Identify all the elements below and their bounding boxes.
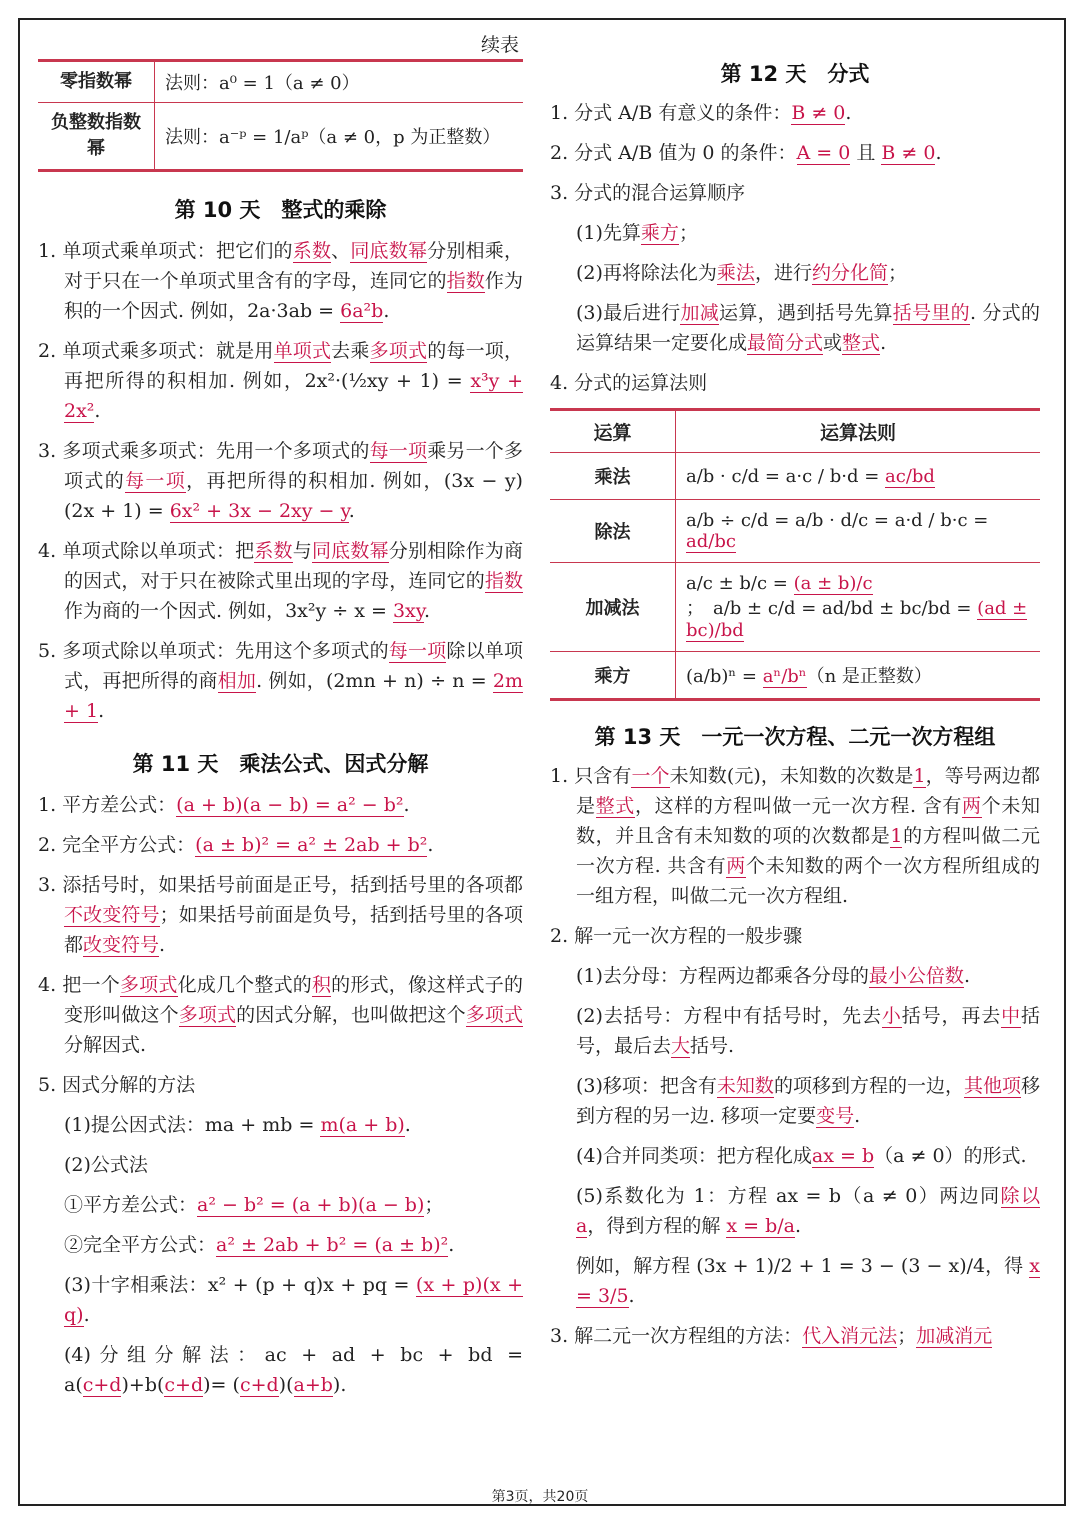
body-text: ，这样的方程叫做一元一次方程. 含有 [634, 795, 963, 817]
answer-text: c+d [82, 1374, 122, 1397]
body-text: 3. 添括号时，如果括号前面是正号，括到括号里的各项都 [38, 874, 523, 897]
body-text: 1. 单项式乘单项式：把它们的 [38, 240, 293, 263]
answer-text: 系数 [292, 240, 332, 263]
rule-cell [676, 500, 1041, 563]
body-text: 或 [823, 332, 843, 354]
body-text: . [423, 600, 431, 623]
day11-sub-2b [38, 1230, 523, 1260]
answer-text: 小 [881, 1005, 902, 1027]
answer-text: x = b/a [726, 1215, 795, 1237]
answer-text: x = 3/5 [576, 1255, 1040, 1307]
day10-item-1 [38, 236, 523, 326]
body-text: . [98, 700, 105, 723]
day10-item-5 [38, 636, 523, 726]
answer-text: a+b [293, 1374, 333, 1397]
table-header-row [550, 410, 1040, 453]
body-text: (2)去括号：方程中有括号时，先去 [576, 1005, 882, 1027]
body-text: 的项移到方程的一边， [773, 1075, 964, 1097]
day13-sub-4 [550, 1141, 1040, 1171]
left-column [38, 30, 523, 1410]
body-text: 除以单项式，再把所得的商 [64, 640, 523, 693]
answer-text: 多项式 [465, 1004, 523, 1027]
body-text: 4. 把一个 [38, 974, 120, 997]
op-cell: 除法 [550, 500, 676, 563]
body-text: )= ( [203, 1374, 240, 1397]
answer-text: 一个 [631, 765, 670, 787]
answer-text: B ≠ 0 [791, 102, 846, 124]
body-text: (4)分组分解法：ac + ad + bc + bd = a( [64, 1344, 523, 1397]
answer-text: 多项式 [369, 340, 428, 363]
body-text: (2)再将除法化为 [576, 262, 717, 284]
answer-text: 整式 [595, 795, 635, 817]
rule-answer: ad/bc [686, 531, 736, 552]
answer-text: (x + p)(x + q) [64, 1274, 523, 1327]
day11-item-5: 5. 因式分解的方法 [38, 1074, 196, 1097]
answer-text: 代入消元法 [802, 1325, 898, 1347]
answer-text: 中 [1001, 1005, 1021, 1027]
answer-text: 系数 [254, 540, 293, 563]
body-text: 作为积的一个因式. 例如，2a·3ab = [64, 270, 523, 323]
answer-text: 最小公倍数 [868, 965, 964, 987]
day13-title: 第 13 天 一元一次方程、二元一次方程组 [594, 725, 996, 749]
rule-answer: (a ± b)/c [793, 573, 873, 594]
answer-text: 每一项 [369, 440, 428, 463]
answer-text: 变号 [816, 1105, 855, 1127]
answer-text: 加减 [680, 302, 720, 324]
day12-sub-2 [550, 258, 1040, 288]
rule-text: a/c ± b/c = [686, 573, 794, 594]
body-text: . 分式的运算结果一定要化成 [576, 302, 1040, 354]
body-text: 的每一项，再把所得的积相加. 例如，2x²·(½xy + 1) = [64, 340, 523, 393]
answer-text: 单项式 [273, 340, 332, 363]
day10-item-3 [38, 436, 523, 526]
day10-item-4 [38, 536, 523, 626]
day10-title: 第 10 天 整式的乘除 [174, 198, 387, 223]
body-text: 的方程叫做二元一次方程. 共含有 [576, 825, 1040, 877]
col-header-op: 运算 [550, 410, 676, 453]
day12-sub-1 [550, 218, 1040, 248]
answer-text: 两 [726, 855, 746, 877]
answer-text: 同底数幂 [350, 240, 428, 263]
answer-text: 1 [913, 765, 926, 787]
body-text: . [404, 1114, 411, 1137]
table-head-cell: 负整数指数幂 [38, 103, 155, 171]
rule-answer: aⁿ/bⁿ [762, 666, 807, 687]
answer-text: 不改变符号 [64, 904, 160, 927]
answer-text: 括号里的 [892, 302, 970, 324]
body-text: ； [424, 1194, 444, 1217]
body-text: ②完全平方公式： [64, 1234, 217, 1257]
body-text: 乘另一个多项式的 [64, 440, 523, 493]
right-column [550, 58, 1040, 1361]
day11-item-3 [38, 870, 523, 960]
rule-cell [676, 652, 1041, 700]
page-footer: 第3页，共20页 [491, 1489, 589, 1505]
body-text: . [94, 400, 101, 423]
answer-text: 1 [890, 825, 903, 847]
answer-text: 6x² + 3x − 2xy − y [169, 500, 349, 523]
answer-text: 加减消元 [916, 1325, 993, 1347]
body-text: 5. 多项式除以单项式：先用这个多项式的 [38, 640, 389, 663]
day13-sub-5 [550, 1181, 1040, 1241]
day13-sub-3 [550, 1071, 1040, 1131]
answer-text: 约分化简 [811, 262, 888, 284]
day11-sub-1 [38, 1110, 523, 1140]
answer-text: 每一项 [388, 640, 447, 663]
answer-text: 乘方 [640, 222, 679, 244]
table-row [550, 652, 1040, 700]
body-text: 1. 平方差公式： [38, 794, 177, 817]
continued-label: 续表 [480, 34, 519, 56]
rule-text: (a/b)ⁿ = [686, 666, 763, 687]
answer-text: a² ± 2ab + b² = (a ± b)² [216, 1234, 449, 1257]
rule-text-2: ； a/b ± c/d = ad/bd ± bc/bd = [686, 598, 978, 619]
answer-text: ax = b [811, 1145, 875, 1167]
body-text: . [159, 934, 166, 957]
day13-sub-1 [550, 961, 1040, 991]
answer-text: m(a + b) [320, 1114, 405, 1137]
body-text: 的因式分解，也叫做把这个 [236, 1004, 466, 1027]
day12-title: 第 12 天 分式 [720, 62, 870, 86]
body-text: 的形式，像这样式子的变形叫做这个 [64, 974, 523, 1027]
table-head-cell: 零指数幂 [38, 62, 155, 103]
body-text: 括号，再去 [901, 1005, 1002, 1027]
day11-sub-2a [38, 1190, 523, 1220]
body-text: ①平方差公式： [64, 1194, 198, 1217]
body-text: 未知数(元)，未知数的次数是 [669, 765, 914, 787]
day13-example [550, 1251, 1040, 1311]
fraction-rule-table [550, 408, 1040, 701]
answer-text: 6a²b [340, 300, 384, 323]
body-text: 2. 分式 A/B 值为 0 的条件： [550, 142, 797, 164]
answer-text: a² − b² = (a + b)(a − b) [197, 1194, 425, 1217]
answer-text: 多项式 [178, 1004, 237, 1027]
body-text: . [427, 834, 434, 857]
body-text: 3. 多项式乘多项式：先用一个多项式的 [38, 440, 370, 463]
day11-sub-3 [38, 1270, 523, 1330]
col-header-rule: 运算法则 [676, 410, 1041, 453]
day13-item-3 [550, 1321, 1040, 1351]
answer-text: 2m + 1 [64, 670, 523, 723]
rule-cell [676, 453, 1041, 500]
body-text: ，进行 [754, 262, 812, 284]
body-text: . [794, 1215, 802, 1237]
day12-sub-3 [550, 298, 1040, 358]
op-cell: 乘法 [550, 453, 676, 500]
body-text: . [963, 965, 970, 987]
body-text: ； [897, 1325, 917, 1347]
rule-text: a/b ÷ c/d = a/b · d/c = a·d / b·c = [686, 510, 989, 531]
body-text: （a ≠ 0）的形式. [874, 1145, 1027, 1167]
body-text: 化成几个整式的 [177, 974, 312, 997]
body-text: ； [887, 262, 907, 284]
body-text: . [383, 300, 390, 323]
rule-text-2: （n 是正整数） [806, 666, 932, 687]
body-text: . [935, 142, 942, 164]
answer-text: 乘法 [716, 262, 755, 284]
body-text: 2. 单项式乘多项式：就是用 [38, 340, 274, 363]
table-rule-cell: 法则：a⁰ = 1（a ≠ 0） [155, 62, 524, 103]
day11-item-2 [38, 830, 523, 860]
body-text: 分解因式. [64, 1034, 147, 1057]
body-text: . [845, 102, 852, 124]
body-text: (1)提公因式法：ma + mb = [64, 1114, 321, 1137]
body-text: (1)先算 [576, 222, 641, 244]
body-text: )( [278, 1374, 294, 1397]
answer-text: 整式 [842, 332, 881, 354]
body-text: )+b( [121, 1374, 165, 1397]
body-text: 1. 分式 A/B 有意义的条件： [550, 102, 792, 124]
answer-text: 最简分式 [747, 332, 824, 354]
body-text: 例如，解方程 (3x + 1)/2 + 1 = 3 − (3 − x)/4，得 [576, 1255, 1030, 1277]
table-row [550, 563, 1040, 652]
answer-text: (a + b)(a − b) = a² − b² [176, 794, 404, 817]
day12-item-2 [550, 138, 1040, 168]
body-text: ，等号两边都是 [576, 765, 1040, 817]
answer-text: 积 [311, 974, 332, 997]
day11-item-4 [38, 970, 523, 1060]
body-text: . [628, 1285, 635, 1307]
rule-answer-2: (ad ± bc)/bd [686, 598, 1028, 641]
table-rule-cell: 法则：a⁻ᵖ = 1/aᵖ（a ≠ 0，p 为正整数） [155, 103, 524, 171]
rule-text: a/b · c/d = a·c / b·d = [686, 465, 886, 487]
body-text: ). [332, 1374, 347, 1397]
table-row [38, 62, 523, 103]
table-row [550, 453, 1040, 500]
body-text: 2. 完全平方公式： [38, 834, 196, 857]
day11-sub-2: (2)公式法 [64, 1154, 148, 1177]
body-text: 个未知数，并且含有未知数的项的次数都是 [576, 795, 1040, 847]
answer-text: 同底数幂 [311, 540, 389, 563]
body-text: 与 [292, 540, 312, 563]
op-cell: 乘方 [550, 652, 676, 700]
rule-cell [676, 563, 1041, 652]
answer-text: 多项式 [119, 974, 178, 997]
body-text: . [880, 332, 887, 354]
body-text: 分别相乘，对于只在一个单项式里含有的字母，连同它的 [64, 240, 523, 293]
body-text: (3)最后进行 [576, 302, 681, 324]
body-text: . 例如，(2mn + n) ÷ n = [256, 670, 493, 693]
exponent-table [38, 62, 523, 172]
body-text: (3)移项：把含有 [576, 1075, 717, 1097]
body-text: ，再把所得的积相加. 例如，(3x − y)(2x + 1) = [64, 470, 523, 523]
day12-item-4: 4. 分式的运算法则 [550, 372, 708, 394]
body-text: . [348, 500, 355, 523]
table-row [38, 103, 523, 171]
body-text: 1. 只含有 [550, 765, 632, 787]
day13-sub-2 [550, 1001, 1040, 1061]
body-text: . [83, 1304, 90, 1327]
day11-title: 第 11 天 乘法公式、因式分解 [132, 752, 429, 777]
body-text: 运算，遇到括号先算 [719, 302, 893, 324]
body-text: . [448, 1234, 455, 1257]
body-text: 括号，最后去 [576, 1005, 1040, 1057]
answer-text: 每一项 [125, 470, 187, 493]
body-text: ；如果括号前面是负号，括到括号里的各项都 [64, 904, 523, 957]
rule-answer: ac/bd [885, 465, 935, 487]
answer-text: B ≠ 0 [881, 142, 936, 164]
op-cell: 加减法 [550, 563, 676, 652]
day12-item-1 [550, 98, 1040, 128]
day11-item-1 [38, 790, 523, 820]
answer-text: c+d [239, 1374, 279, 1397]
body-text: (5)系数化为 1：方程 ax = b（a ≠ 0）两边同 [576, 1185, 1001, 1207]
answer-text: 两 [962, 795, 982, 817]
body-text: 个未知数的两个一次方程所组成的一组方程，叫做二元一次方程组. [576, 855, 1040, 907]
body-text: 、 [331, 240, 351, 263]
day11-sub-4 [38, 1340, 523, 1400]
answer-text: 其他项 [963, 1075, 1021, 1097]
day12-item-3: 3. 分式的混合运算顺序 [550, 182, 746, 204]
body-text: 3. 解二元一次方程组的方法： [550, 1325, 803, 1347]
body-text: . [854, 1105, 861, 1127]
answer-text: 指数 [484, 570, 523, 593]
answer-text: (a ± b)² = a² ± 2ab + b² [195, 834, 428, 857]
body-text: 移到方程的另一边. 移项一定要 [576, 1075, 1040, 1127]
table-row [550, 500, 1040, 563]
body-text: (4)合并同类项：把方程化成 [576, 1145, 812, 1167]
answer-text: 改变符号 [83, 934, 160, 957]
answer-text: 3xy [392, 600, 424, 623]
answer-text: c+d [164, 1374, 204, 1397]
answer-text: 未知数 [716, 1075, 774, 1097]
body-text: (1)去分母：方程两边都乘各分母的 [576, 965, 869, 987]
body-text: (3)十字相乘法：x² + (p + q)x + pq = [64, 1274, 416, 1297]
answer-text: 相加 [217, 670, 257, 693]
answer-text: x³y + 2x² [64, 370, 523, 423]
body-text: 分别相除作为商的因式，对于只在被除式里出现的字母，连同它的 [64, 540, 523, 593]
body-text: 4. 单项式除以单项式：把 [38, 540, 255, 563]
answer-text: 指数 [446, 270, 485, 293]
day13-item-2: 2. 解一元一次方程的一般步骤 [550, 925, 803, 947]
day13-item-1 [550, 761, 1040, 911]
body-text: ，得到方程的解 [587, 1215, 727, 1237]
body-text: 且 [850, 142, 882, 164]
answer-text: 除以 a [576, 1185, 1040, 1237]
body-text: . [403, 794, 410, 817]
body-text: 去乘 [331, 340, 370, 363]
body-text: 作为商的一个因式. 例如，3x²y ÷ x = [64, 600, 393, 623]
body-text: ； [678, 222, 698, 244]
body-text: 括号. [690, 1035, 735, 1057]
answer-text: A = 0 [796, 142, 851, 164]
answer-text: 大 [671, 1035, 691, 1057]
day10-item-2 [38, 336, 523, 426]
